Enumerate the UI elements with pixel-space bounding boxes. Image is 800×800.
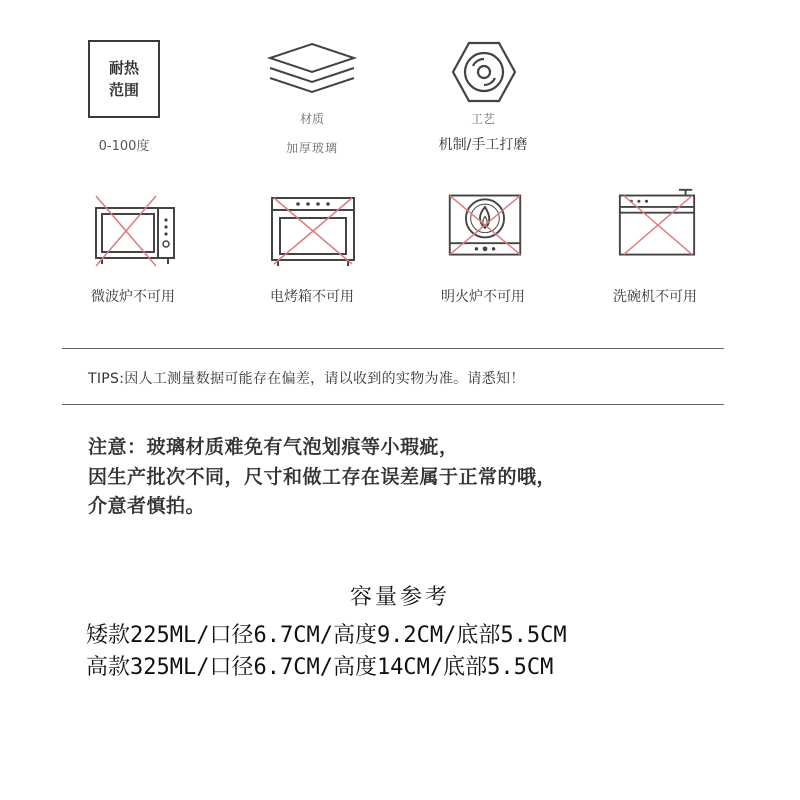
capacity-tall-model: 高款325ML/口径6.7CM/高度14CM/底部5.5CM — [86, 655, 554, 680]
microwave-icon — [90, 188, 180, 268]
oven-icon — [268, 188, 358, 268]
restriction-label-dishwasher: 洗碗机不可用 — [613, 289, 697, 305]
layers-icon — [266, 40, 358, 96]
notice-line-2: 因生产批次不同，尺寸和做工存在误差属于正常的哦， — [88, 466, 557, 488]
notice-line-3: 介意者慎拍。 — [88, 495, 206, 517]
notice-line-1: 注意：玻璃材质难免有气泡划痕等小瑕疵， — [88, 436, 459, 458]
material-value: 加厚玻璃 — [285, 141, 338, 155]
heat-resistance-badge — [88, 40, 160, 118]
craft-disc-icon — [449, 40, 519, 104]
heat-badge-line2: 范围 — [108, 81, 139, 99]
material-title: 材质 — [299, 112, 324, 126]
craft-title: 工艺 — [470, 112, 495, 126]
craft-value: 机制/手工打磨 — [438, 137, 528, 153]
heat-badge-line1: 耐热 — [108, 59, 139, 77]
restriction-label-oven: 电烤箱不可用 — [270, 289, 354, 305]
divider-bottom — [62, 404, 724, 405]
capacity-title: 容量参考 — [349, 585, 450, 610]
tips-text: TIPS:因人工测量数据可能存在偏差，请以收到的实物为准。请悉知！ — [88, 371, 525, 387]
capacity-short-model: 矮款225ML/口径6.7CM/高度9.2CM/底部5.5CM — [86, 623, 567, 648]
restriction-label-stove: 明火炉不可用 — [441, 289, 525, 305]
dishwasher-icon — [612, 186, 702, 266]
divider-top — [62, 348, 724, 349]
restriction-label-microwave: 微波炉不可用 — [91, 289, 175, 305]
heat-range: 0-100度 — [98, 139, 150, 154]
stove-flame-icon — [440, 186, 530, 266]
